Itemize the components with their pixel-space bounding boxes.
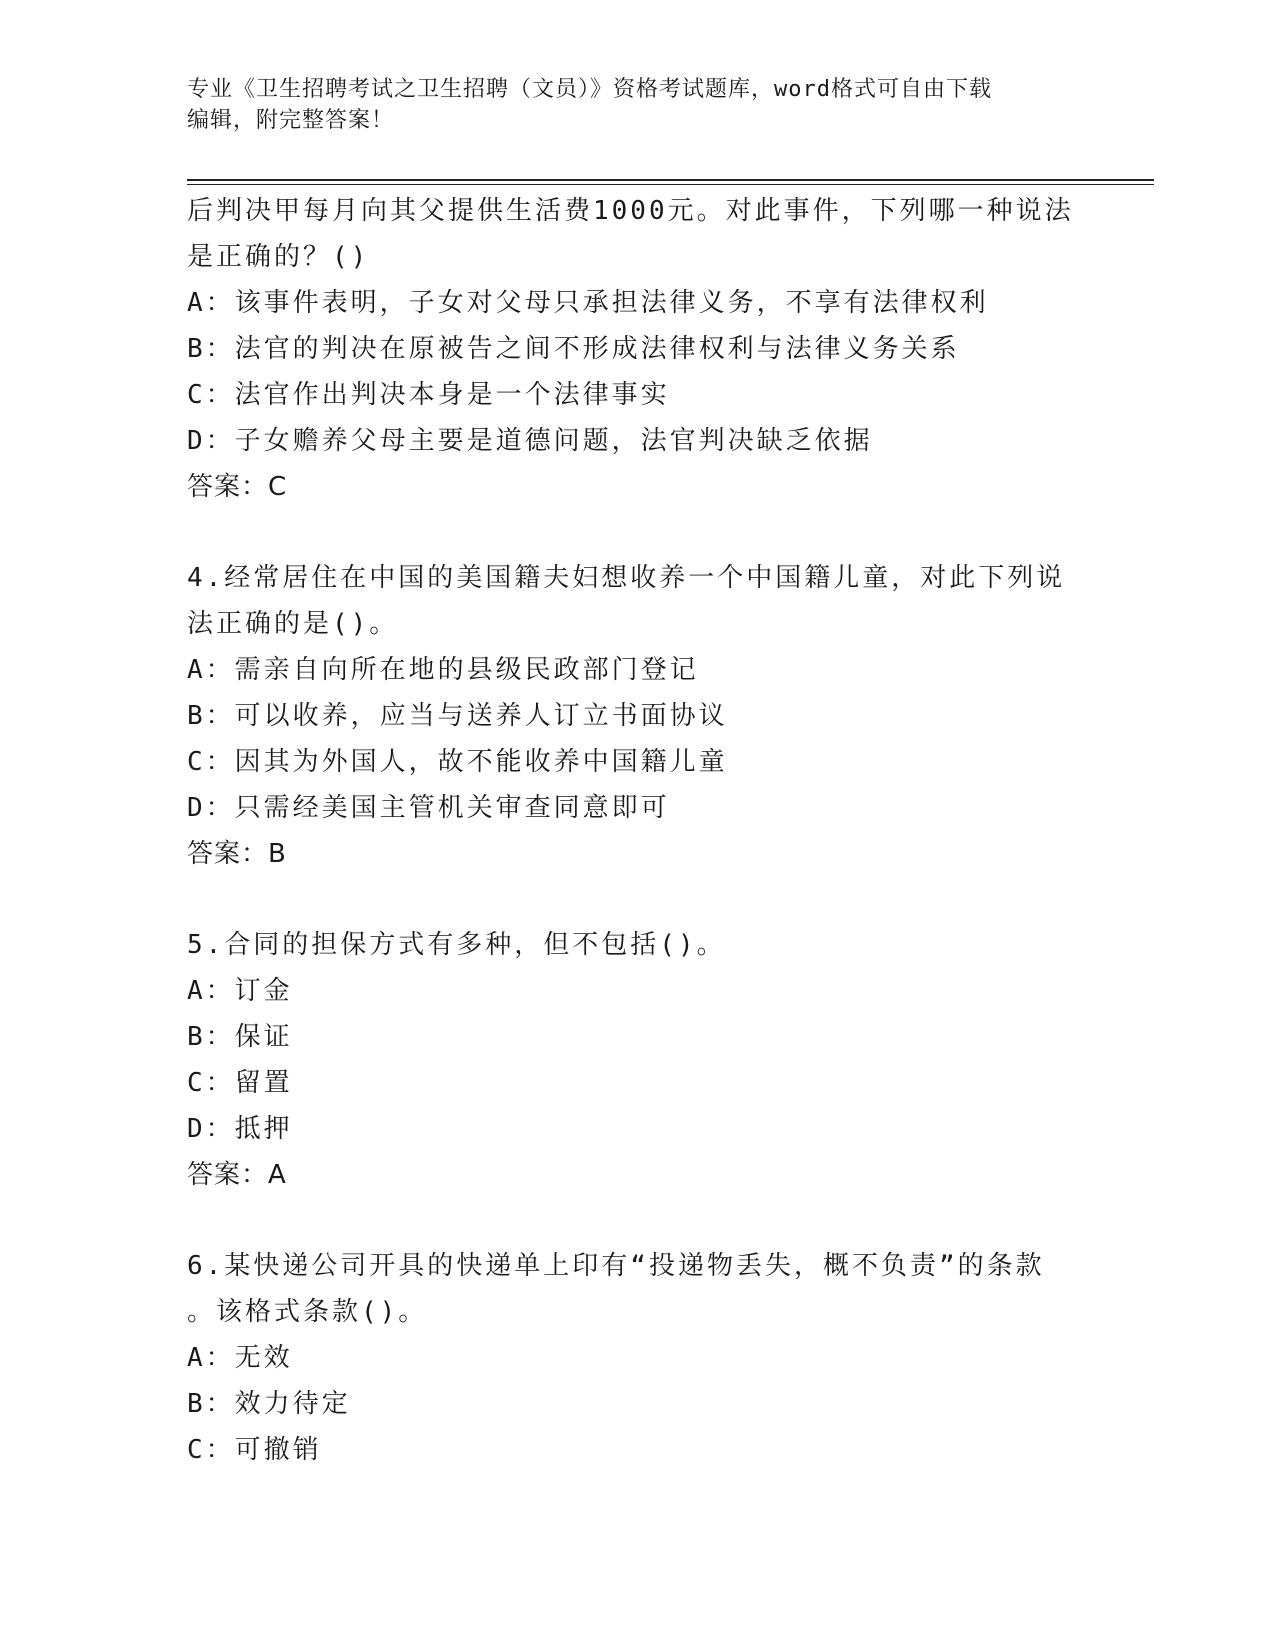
option-d: D：只需经美国主管机关审查同意即可 [187,793,670,823]
question-5 [187,922,1087,1198]
question-spacer [187,877,1087,922]
question-4 [187,555,1087,877]
option-c: C：因其为外国人，故不能收养中国籍儿童 [187,747,728,777]
header-divider-thin [187,184,1154,185]
answer-line: 答案：A [187,1160,287,1190]
option-b: B：可以收养，应当与送养人订立书面协议 [187,701,728,731]
option-a: A：订金 [187,976,293,1006]
option-b: B：法官的判决在原被告之间不形成法律权利与法律义务关系 [187,334,960,364]
option-b: B：效力待定 [187,1389,351,1419]
question-stem-line: 后判决甲每月向其父提供生活费1000元。对此事件，下列哪一种说法 [187,196,1074,226]
question-stem-line: 6.某快递公司开具的快递单上印有“投递物丢失，概不负责”的条款 [187,1251,1045,1281]
answer-line: 答案：C [187,472,288,502]
question-spacer [187,1198,1087,1243]
option-d: D：子女赡养父母主要是道德问题，法官判决缺乏依据 [187,426,873,456]
question-list [187,188,1087,1473]
question-stem-line: 是正确的？() [187,242,370,272]
question-3 [187,188,1087,510]
header-divider-thick [187,179,1154,181]
answer-line: 答案：B [187,839,287,869]
page-header [187,74,1087,136]
option-a: A：该事件表明，子女对父母只承担法律义务，不享有法律权利 [187,288,989,318]
option-c: C：留置 [187,1068,293,1098]
question-stem-line: 。该格式条款()。 [187,1297,428,1327]
question-stem-line: 4.经常居住在中国的美国籍夫妇想收养一个中国籍儿童，对此下列说 [187,563,1066,593]
option-d: D：抵押 [187,1114,293,1144]
option-c: C：可撤销 [187,1435,322,1465]
question-stem-line: 5.合同的担保方式有多种，但不包括()。 [187,930,726,960]
question-spacer [187,510,1087,555]
header-line-2: 编辑，附完整答案！ [187,108,395,133]
option-b: B：保证 [187,1022,293,1052]
option-a: A：需亲自向所在地的县级民政部门登记 [187,655,699,685]
question-6 [187,1243,1087,1473]
header-line-1: 专业《卫生招聘考试之卫生招聘（文员）》资格考试题库，word格式可自由下载 [187,77,992,102]
option-c: C：法官作出判决本身是一个法律事实 [187,380,670,410]
option-a: A：无效 [187,1343,293,1373]
question-stem-line: 法正确的是()。 [187,609,399,639]
